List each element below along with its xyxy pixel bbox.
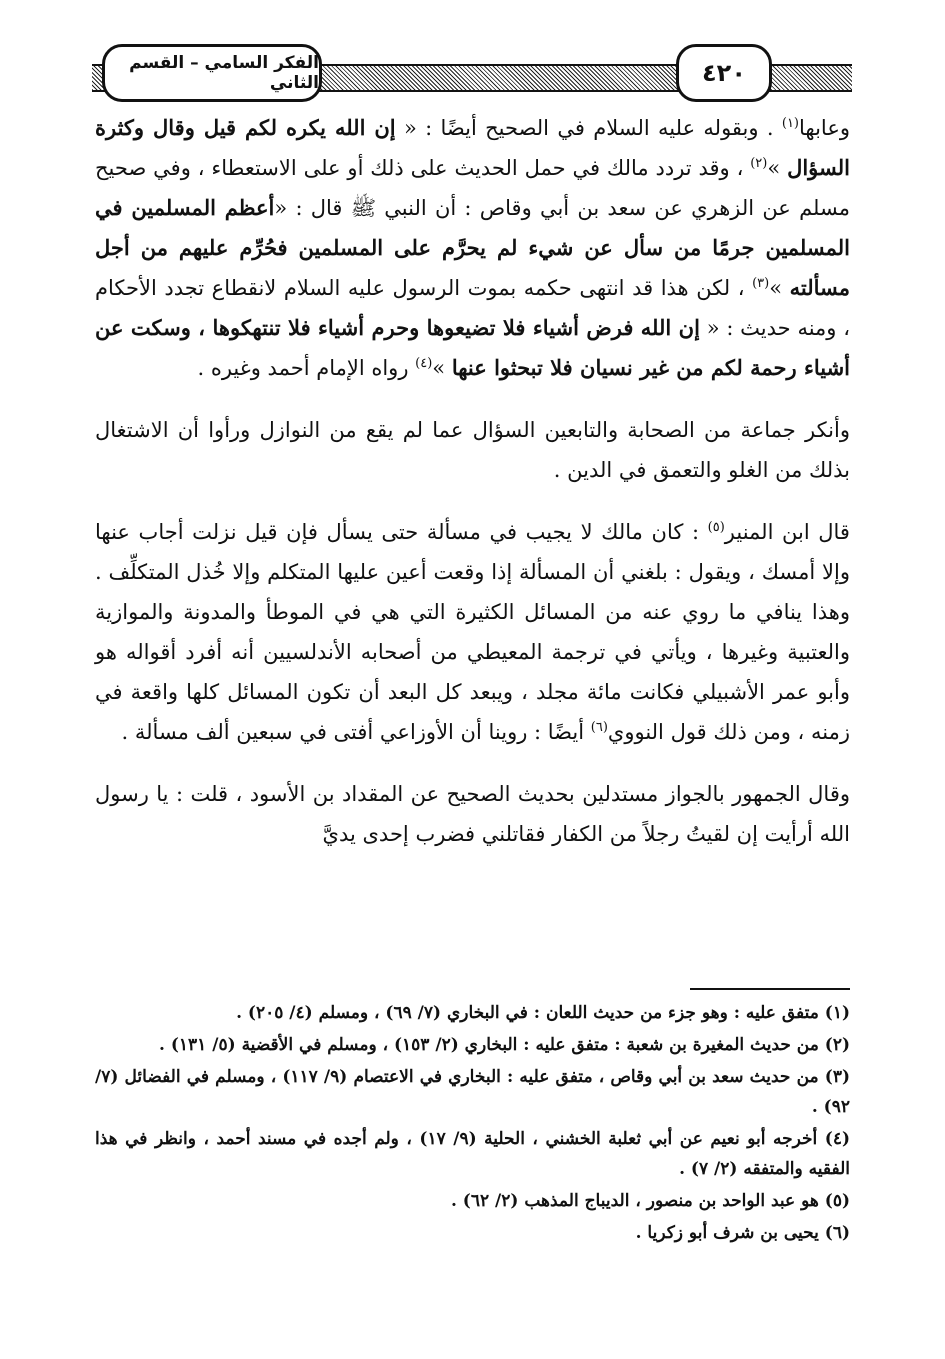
paragraph-3: قال ابن المنير$^{(٥)}$ : كان مالك لا يجيب في مسألة حتى يسأل فإن قيل نزلت أجاب عنها وإلا أمسك ، ويقول : بلغني أن المسألة إذا وقعت أعين عليها المتكلم وإلا خُذل المتكلِّف . وهذا ينافي ما روي عنه من المسائل الكثيرة التي هي في الموطأ والمدونة والموازية والعتبية وغيرها ، ويأتي في ترجمة المعيطي من أصحابه الأندلسيين أنه أفرد أقواله هو وأبو عمر الأشبيلي فكانت مائة مجلد ، ويبعد كل البعد أن تكون المسائل كلها واقعة في زمنه ، ومن ذلك قول النووي$^{(٦)}$ أيضًا : روينا أن الأوزاعي أفتى في سبعين ألف مسألة . (95, 520, 850, 744)
page-header (92, 44, 852, 106)
main-text (95, 108, 850, 854)
footnote-ref-5: (٥) (707, 520, 725, 535)
footnote-ref-4: (٤) (415, 356, 433, 371)
hadith-quote: إن الله فرض أشياء فلا تضيعوها وحرم أشياء فلا تنتهكوها ، وسكت عن أشياء رحمة لكم من غير نسيان فلا تبحثوا عنها (95, 315, 850, 380)
footnote-6: (٦) يحيى بن شرف أبو زكريا . (635, 1223, 850, 1243)
footnote-ref-1: (١) (781, 116, 799, 131)
hadith-quote: أعظم المسلمين في المسلمين جرمًا من سأل عن شيء لم يحرَّم على المسلمين فحُرِّم عليهم من أجل مسألته (95, 195, 851, 300)
footnote-2: (٢) من حديث المغيرة بن شعبة : متفق عليه : البخاري (٢/ ١٥٣) ، ومسلم في الأقضية (٥/ ١٣١) . (159, 1035, 850, 1055)
footnote-5: (٥) هو عبد الواحد بن منصور ، الديباج المذهب (٢/ ٦٢) . (450, 1191, 850, 1211)
footnote-1: (١) متفق عليه : وهو جزء من حديث اللعان : في البخاري (٧/ ٦٩) ، ومسلم (٤/ ٢٠٥) . (236, 1003, 850, 1023)
paragraph-1: وعابها$^{(١)}$ . وبقوله عليه السلام في الصحيح أيضًا : « إن الله يكره لكم قيل وقال وكثرة السؤال »$^{(٢)}$ ، وقد تردد مالك في حمل الحديث على ذلك أو على الاستعطاء ، وفي صحيح مسلم عن الزهري عن سعد بن أبي وقاص : أن النبي ﷺ قال : «أعظم المسلمين في المسلمين جرمًا من سأل عن شيء لم يحرَّم على المسلمين فحُرِّم عليهم من أجل مسألته »$^{(٣)}$ ، لكن هذا قد انتهى حكمه بموت الرسول عليه السلام لانقطاع تجدد الأحكام ، ومنه حديث : « إن الله فرض أشياء فلا تضيعوها وحرم أشياء فلا تنتهكوها ، وسكت عن أشياء رحمة لكم من غير نسيان فلا تبحثوا عنها »$^{(٤)}$ رواه الإمام أحمد وغيره . (95, 115, 851, 380)
footnote-ref-2: (٢) (750, 156, 768, 171)
footnote-ref-6: (٦) (590, 720, 608, 735)
page-number: ٤٢٠ (676, 44, 772, 102)
footnote-3: (٣) من حديث سعد بن أبي وقاص ، متفق عليه : البخاري في الاعتصام (٩/ ١١٧) ، ومسلم في الفضائل (٧/ ٩٢) . (95, 1067, 850, 1117)
footnote-ref-3: (٣) (752, 276, 770, 291)
paragraph-2: وأنكر جماعة من الصحابة والتابعين السؤال عما لم يقع من النوازل ورأوا أن الاشتغال بذلك من الغلو والتعمق في الدين . (95, 418, 850, 482)
paragraph-4: وقال الجمهور بالجواز مستدلين بحديث الصحيح عن المقداد بن الأسود ، قلت : يا رسول الله أرأيت إن لقيتُ رجلاً من الكفار فقاتلني فضرب إحدى يديَّ (95, 782, 850, 846)
hadith-quote: إن الله يكره لكم قيل وقال وكثرة السؤال (95, 115, 850, 180)
running-title: الفكر السامي – القسم الثاني (102, 44, 322, 102)
footnotes (95, 998, 850, 1250)
footnote-4: (٤) أخرجه أبو نعيم عن أبي ثعلبة الخشني ، الحلية (٩/ ١٧) ، ولم أجده في مسند أحمد ، وانظر في هذا الفقيه والمتفقه (٢/ ٧) . (95, 1129, 850, 1179)
footnote-separator (690, 988, 850, 990)
